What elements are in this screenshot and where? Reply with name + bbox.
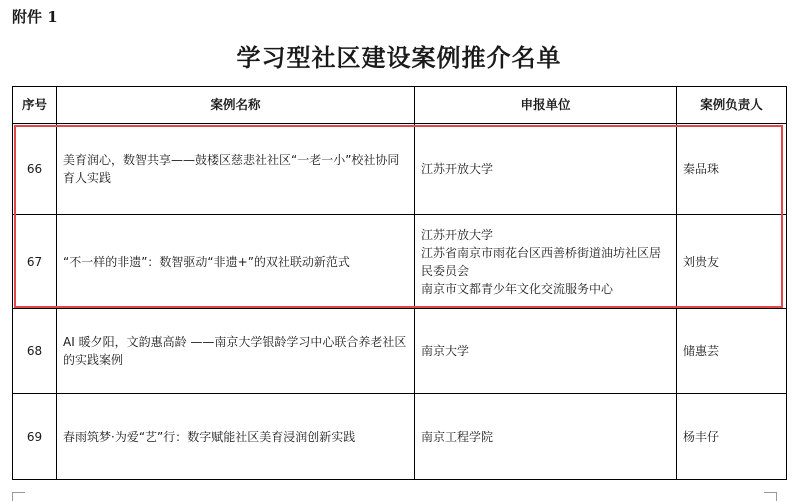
attachment-label: 附件 1 xyxy=(12,8,58,26)
table-header-row xyxy=(13,87,787,124)
unit-line: 江苏省南京市雨花台区西善桥街道油坊社区居民委员会 xyxy=(421,245,662,278)
row-unit xyxy=(415,309,677,394)
header-owner: 案例负责人 xyxy=(677,87,787,124)
row-case-name: 春雨筑梦·为爱“艺”行：数字赋能社区美育浸润创新实践 xyxy=(57,394,415,480)
page-corner-mark-left xyxy=(12,492,25,501)
row-case-name: 美育润心，数智共享——鼓楼区慈悲社社区“一老一小”校社协同育人实践 xyxy=(57,124,415,215)
table-row xyxy=(13,394,787,480)
row-case-name: AI 暖夕阳，文韵惠高龄 ——南京大学银龄学习中心联合养老社区的实践案例 xyxy=(57,309,415,394)
row-unit xyxy=(415,215,677,309)
row-num: 66 xyxy=(13,124,57,215)
row-unit xyxy=(415,394,677,480)
row-num: 67 xyxy=(13,215,57,309)
table-row xyxy=(13,309,787,394)
table-row xyxy=(13,124,787,215)
unit-line: 江苏开放大学 xyxy=(421,227,494,242)
row-num: 69 xyxy=(13,394,57,480)
row-unit xyxy=(415,124,677,215)
row-owner: 杨丰仔 xyxy=(677,394,787,480)
row-owner: 储惠芸 xyxy=(677,309,787,394)
row-owner: 刘贵友 xyxy=(677,215,787,309)
document-title: 学习型社区建设案例推介名单 xyxy=(236,43,562,72)
header-unit: 申报单位 xyxy=(415,87,677,124)
unit-line: 南京工程学院 xyxy=(421,429,494,444)
header-num: 序号 xyxy=(13,87,57,124)
unit-line: 江苏开放大学 xyxy=(421,162,494,176)
header-case-name: 案例名称 xyxy=(57,87,415,124)
table-row xyxy=(13,215,787,309)
row-owner: 秦品珠 xyxy=(677,124,787,215)
page-corner-mark-right xyxy=(764,492,777,501)
unit-line: 南京大学 xyxy=(421,344,470,358)
case-table xyxy=(12,86,787,480)
row-case-name: “不一样的非遗”：数智驱动“非遗+”的双社联动新范式 xyxy=(57,215,415,309)
unit-line: 南京市文都青少年文化交流服务中心 xyxy=(421,281,614,296)
row-num: 68 xyxy=(13,309,57,394)
